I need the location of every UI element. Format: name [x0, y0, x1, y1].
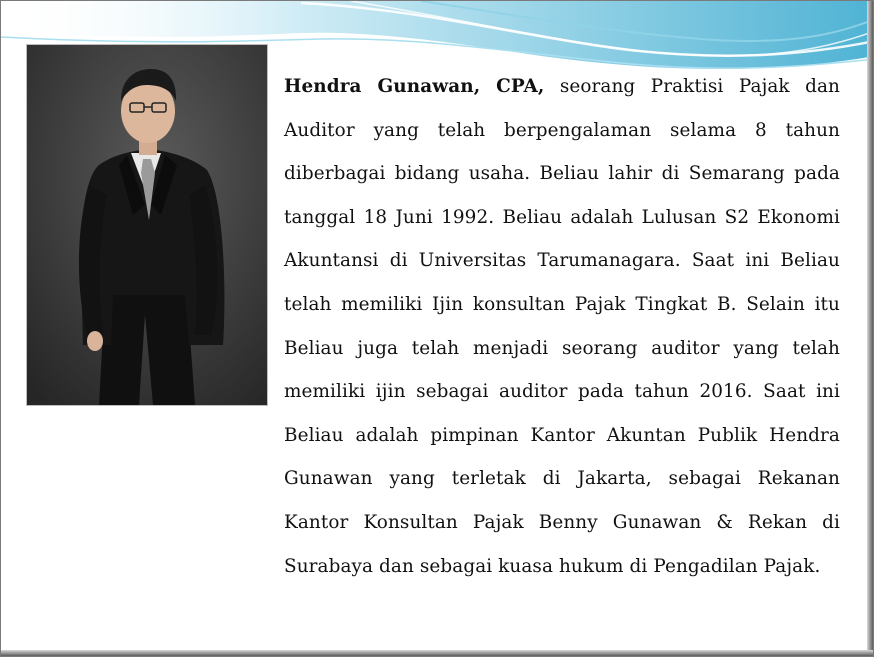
biography-paragraph — [284, 65, 840, 588]
portrait-photo — [26, 44, 268, 406]
frame-shadow-bottom — [1, 650, 874, 656]
biography-text: seorang Praktisi Pajak dan Auditor yang telah berpengalaman selama 8 tahun diberbagai bidang usaha. Beliau lahir di Semarang pada tanggal 18 Juni 1992. Beliau adalah Lulusan S2 Ekonomi Akuntansi di Universitas Tarumanagara. Saat ini Beliau telah memiliki Ijin konsultan Pajak Tingkat B. Selain itu Beliau juga telah menjadi seorang auditor yang telah memiliki ijin sebagai auditor pada tahun 2016. Saat ini Beliau adalah pimpinan Kantor Akuntan Publik Hendra Gunawan yang terletak di Jakarta, sebagai Rekanan Kantor Konsultan Pajak Benny Gunawan & Rekan di Surabaya dan sebagai kuasa hukum di Pengadilan Pajak. — [284, 76, 840, 577]
portrait-photo-icon — [27, 45, 267, 405]
person-name: Hendra Gunawan, CPA, — [284, 76, 545, 97]
frame-shadow-right — [867, 1, 873, 657]
